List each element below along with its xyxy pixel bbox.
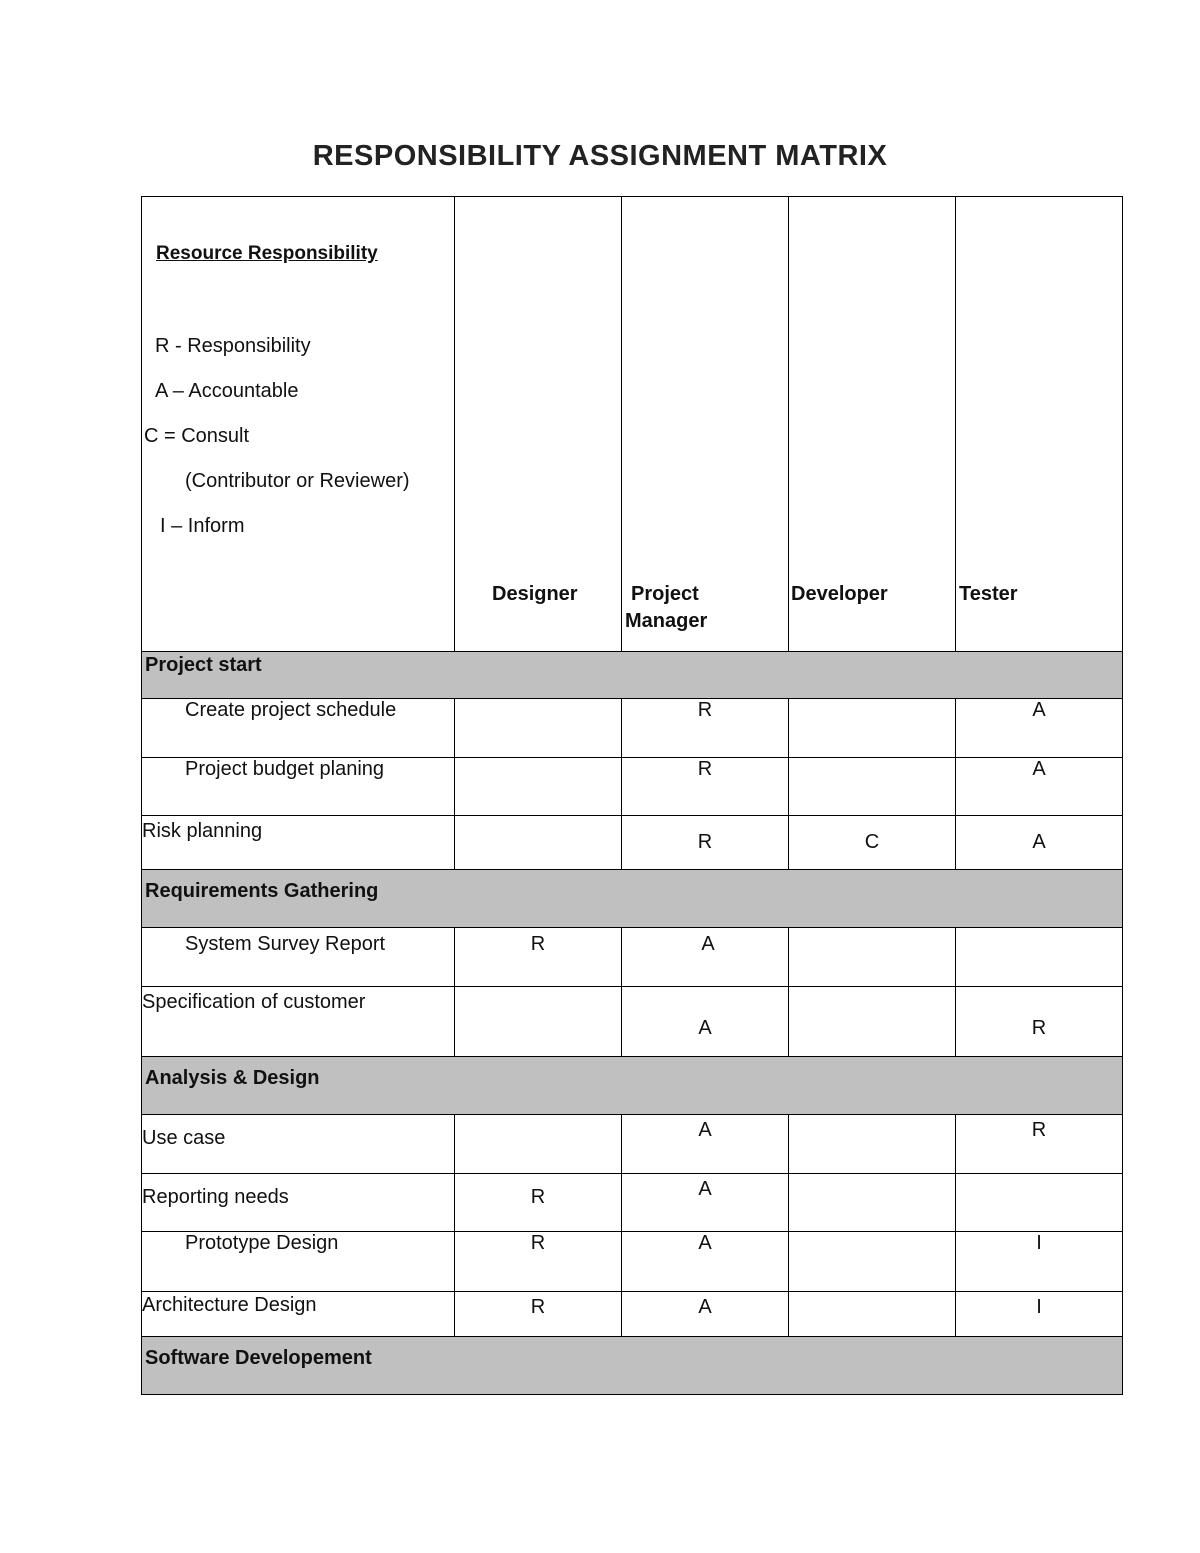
section-label: Analysis & Design: [142, 1057, 1123, 1115]
legend-line: (Contributor or Reviewer): [185, 470, 410, 492]
pm-cell: R: [622, 758, 789, 816]
role-label: Project: [631, 583, 699, 605]
designer-cell: R: [455, 1174, 622, 1232]
tester-cell: A: [956, 699, 1123, 758]
designer-cell: R: [455, 1292, 622, 1337]
table-row: [142, 987, 1123, 1057]
role-header-designer: [455, 197, 622, 652]
pm-cell: R: [622, 699, 789, 758]
tester-cell: I: [956, 1232, 1123, 1292]
designer-cell: R: [455, 928, 622, 987]
pm-cell: A: [622, 1174, 789, 1232]
designer-cell: R: [455, 1232, 622, 1292]
tester-cell: R: [956, 987, 1123, 1057]
role-label: Tester: [959, 583, 1018, 605]
task-name: Reporting needs: [142, 1174, 455, 1232]
designer-cell: [455, 816, 622, 870]
section-row: [142, 652, 1123, 699]
role-label: Manager: [625, 610, 708, 632]
legend-line: A – Accountable: [155, 380, 299, 402]
section-row: [142, 1057, 1123, 1115]
developer-cell: [789, 699, 956, 758]
designer-cell: [455, 1115, 622, 1174]
task-name: Architecture Design: [142, 1292, 455, 1337]
developer-cell: [789, 1232, 956, 1292]
task-name: Risk planning: [142, 816, 455, 870]
tester-cell: [956, 1174, 1123, 1232]
legend-line: R - Responsibility: [155, 335, 311, 357]
table-row: [142, 1232, 1123, 1292]
legend-line: I – Inform: [160, 515, 245, 537]
pm-cell: A: [622, 928, 789, 987]
tester-cell: I: [956, 1292, 1123, 1337]
legend-cell: [142, 197, 455, 652]
table-row: [142, 1292, 1123, 1337]
role-label: Developer: [791, 583, 888, 605]
developer-cell: [789, 987, 956, 1057]
section-label: Software Developement: [142, 1337, 1123, 1395]
role-header-developer: [789, 197, 956, 652]
task-name: Use case: [142, 1115, 455, 1174]
pm-cell: A: [622, 1232, 789, 1292]
section-label: Requirements Gathering: [142, 870, 1123, 928]
table-row: [142, 1174, 1123, 1232]
developer-cell: [789, 1292, 956, 1337]
role-header-project-manager: [622, 197, 789, 652]
role-label: Designer: [492, 583, 578, 605]
pm-cell: A: [622, 987, 789, 1057]
pm-cell: A: [622, 1115, 789, 1174]
legend-line: C = Consult: [144, 425, 250, 447]
tester-cell: R: [956, 1115, 1123, 1174]
designer-cell: [455, 758, 622, 816]
designer-cell: [455, 699, 622, 758]
role-header-tester: [956, 197, 1123, 652]
task-name: Prototype Design: [142, 1232, 455, 1292]
table-row: [142, 1115, 1123, 1174]
designer-cell: [455, 987, 622, 1057]
developer-cell: [789, 758, 956, 816]
task-name: System Survey Report: [142, 928, 455, 987]
tester-cell: A: [956, 758, 1123, 816]
task-name: Project budget planing: [142, 758, 455, 816]
section-row: [142, 870, 1123, 928]
developer-cell: [789, 1115, 956, 1174]
header-row: [142, 197, 1123, 652]
developer-cell: [789, 1174, 956, 1232]
developer-cell: C: [789, 816, 956, 870]
pm-cell: A: [622, 1292, 789, 1337]
page-title: RESPONSIBILITY ASSIGNMENT MATRIX: [312, 140, 888, 172]
tester-cell: [956, 928, 1123, 987]
table-row: [142, 928, 1123, 987]
developer-cell: [789, 928, 956, 987]
tester-cell: A: [956, 816, 1123, 870]
section-row: [142, 1337, 1123, 1395]
table-row: [142, 816, 1123, 870]
table-row: [142, 699, 1123, 758]
task-name: Specification of customer: [142, 987, 455, 1057]
legend-heading: Resource Responsibility: [156, 243, 378, 264]
responsibility-matrix-table: [141, 196, 1123, 1395]
section-label: Project start: [142, 652, 1123, 699]
table-row: [142, 758, 1123, 816]
pm-cell: R: [622, 816, 789, 870]
task-name: Create project schedule: [142, 699, 455, 758]
